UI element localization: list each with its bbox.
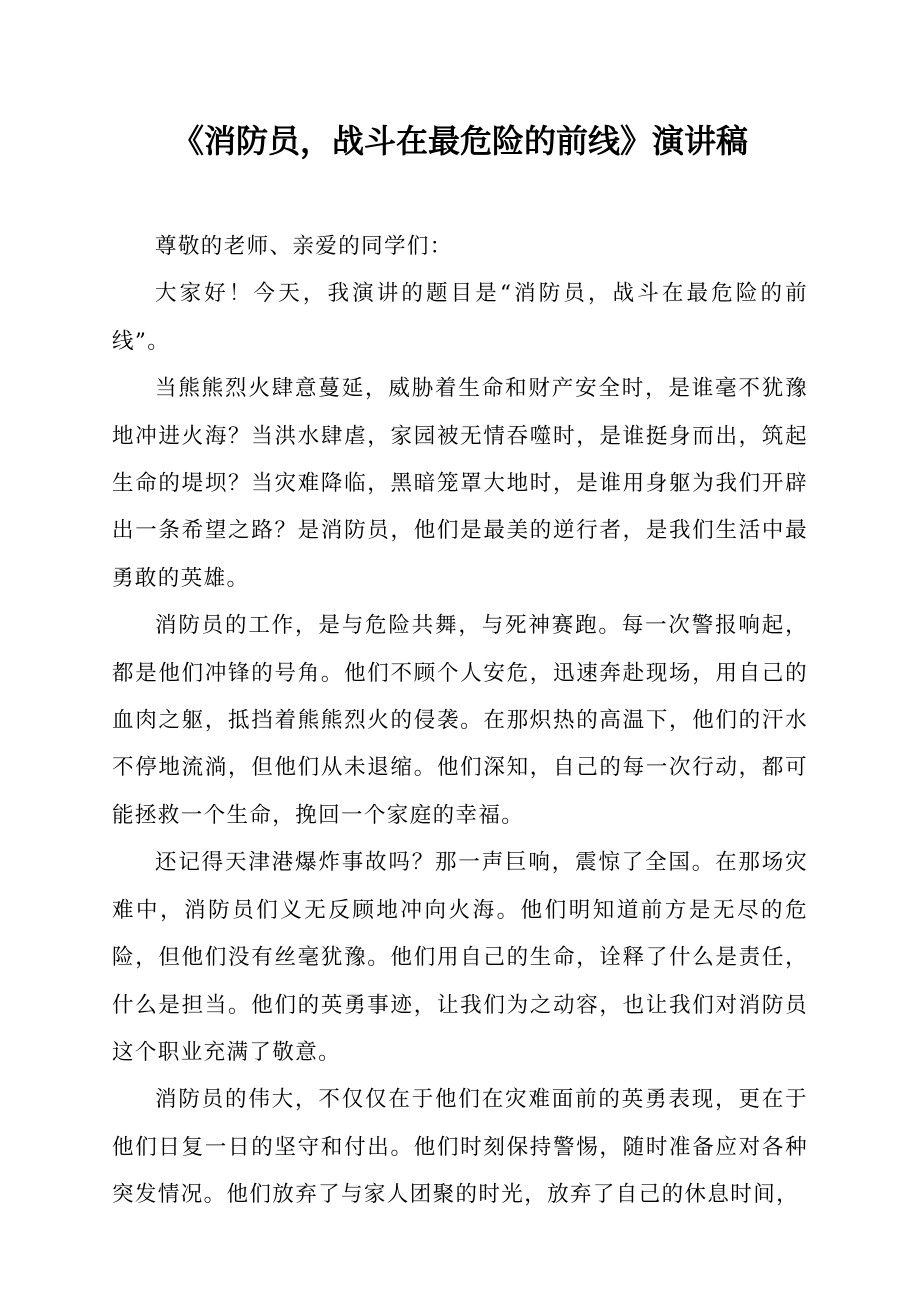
paragraph: 消防员的工作，是与危险共舞，与死神赛跑。每一次警报响起，都是他们冲锋的号角。他们不顾个人安危，迅速奔赴现场，用自己的血肉之躯，抵挡着熊熊烈火的侵袭。在那炽热的高温下，他们的汗水不停地流淌，但他们从未退缩。他们深知，自己的每一次行动，都可能拯救一个生命，挽回一个家庭的幸福。 [112,613,808,828]
paragraph: 还记得天津港爆炸事故吗？那一声巨响，震惊了全国。在那场灾难中，消防员们义无反顾地冲向火海。他们明知道前方是无尽的危险，但他们没有丝毫犹豫。他们用自己的生命，诠释了什么是责任，什么是担当。他们的英勇事迹，让我们为之动容，也让我们对消防员这个职业充满了敬意。 [112,850,808,1065]
paragraph: 消防员的伟大，不仅仅在于他们在灾难面前的英勇表现，更在于他们日复一日的坚守和付出。他们时刻保持警惕，随时准备应对各种突发情况。他们放弃了与家人团聚的时光，放弃了自己的休息时间， [112,1087,808,1208]
paragraph: 当熊熊烈火肆意蔓延，威胁着生命和财产安全时，是谁毫不犹豫地冲进火海？当洪水肆虐，家园被无情吞噬时，是谁挺身而出，筑起生命的堤坝？当灾难降临，黑暗笼罩大地时，是谁用身躯为我们开辟出一条希望之路？是消防员，他们是最美的逆行者，是我们生活中最勇敢的英雄。 [112,376,808,591]
document-body [112,223,808,1219]
document-title: 《消防员，战斗在最危险的前线》演讲稿 [171,122,748,160]
paragraph-greeting: 尊敬的老师、亲爱的同学们： [155,234,453,259]
paragraph-opening: 大家好！今天，我演讲的题目是“消防员，战斗在最危险的前线”。 [112,281,808,354]
